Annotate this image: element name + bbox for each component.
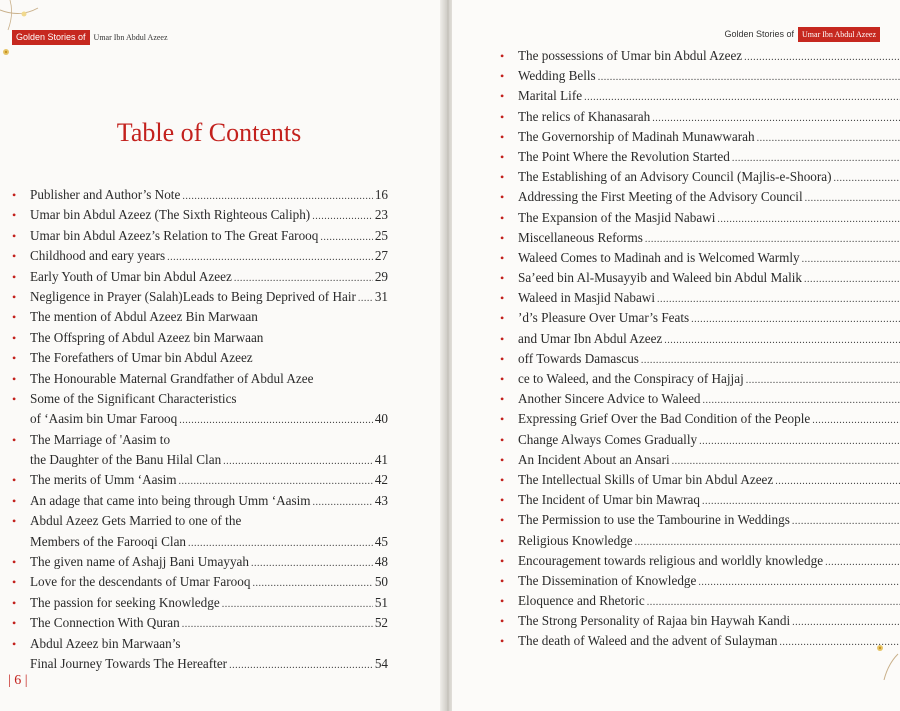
dot-leader <box>732 149 900 169</box>
bullet-icon: • <box>500 69 505 84</box>
toc-entry-title: Eloquence and Rhetoric <box>518 593 645 609</box>
bullet-icon: • <box>12 208 17 223</box>
dot-leader <box>223 452 373 472</box>
bullet-icon: • <box>12 269 17 284</box>
dot-leader <box>584 88 900 108</box>
toc-entry <box>498 208 900 228</box>
toc-entry <box>498 349 900 369</box>
bullet-icon: • <box>500 129 505 144</box>
toc-entry-title: off Towards Damascus <box>518 350 639 366</box>
toc-entry <box>498 631 900 651</box>
toc-entry-title: The mention of Abdul Azeez Bin Marwaan <box>30 309 258 325</box>
dot-leader <box>182 187 373 207</box>
toc-entry-title: Final Journey Towards The Hereafter <box>30 655 228 671</box>
toc-entry <box>10 613 388 633</box>
toc-entry-title: ’d’s Pleasure Over Umar’s Feats <box>518 310 690 326</box>
toc-entry-title: Members of the Farooqi Clan <box>30 533 187 549</box>
toc-entry <box>498 510 900 530</box>
bullet-icon: • <box>500 109 505 124</box>
toc-entry-title: The merits of Umm ‘Aasim <box>30 472 177 488</box>
toc-entry <box>498 46 900 66</box>
toc-entry-title: Love for the descendants of Umar Farooq <box>30 574 251 590</box>
dot-leader <box>805 189 900 209</box>
bullet-icon: • <box>12 636 17 651</box>
dot-leader <box>222 595 373 615</box>
series-label: Golden Stories of <box>724 29 795 39</box>
bullet-icon: • <box>500 432 505 447</box>
dot-leader <box>698 573 900 593</box>
toc-entry-title: the Daughter of the Banu Hilal Clan <box>30 452 222 468</box>
dot-leader <box>182 615 373 635</box>
dot-leader <box>699 432 900 452</box>
toc-entry <box>10 287 388 307</box>
toc-entry-title: Marital Life <box>518 88 583 104</box>
dot-leader <box>358 289 373 309</box>
bullet-icon: • <box>12 228 17 243</box>
toc-entry-page: 50 <box>374 574 388 590</box>
dot-leader <box>775 472 900 492</box>
toc-entry-page: 45 <box>374 533 388 549</box>
toc-entry-title: Childhood and eary years <box>30 248 166 264</box>
toc-entry <box>10 552 388 572</box>
toc-entry <box>10 430 388 450</box>
bullet-icon: • <box>500 351 505 366</box>
toc-entry <box>10 450 388 470</box>
toc-entry-title: Miscellaneous Reforms <box>518 229 643 245</box>
bullet-icon: • <box>500 230 505 245</box>
toc-entry-title: Abdul Azeez bin Marwaan’s <box>30 635 181 651</box>
series-label: Golden Stories of <box>12 30 90 45</box>
bullet-icon: • <box>500 472 505 487</box>
toc-entry-page: 54 <box>374 655 388 671</box>
toc-entry-title: of ‘Aasim bin Umar Farooq <box>30 411 178 427</box>
toc-entry-title: The Offspring of Abdul Azeez bin Marwaan <box>30 329 264 345</box>
dot-leader <box>312 207 373 227</box>
toc-entry-title: The possessions of Umar bin Abdul Azeez <box>518 48 743 63</box>
toc-entry-title: Wedding Bells <box>518 68 596 84</box>
toc-entry-title: Negligence in Prayer (Salah)Leads to Being Deprived of Hair <box>30 288 356 304</box>
toc-entry-title: An Incident About an Ansari <box>518 451 670 467</box>
dot-leader <box>313 493 373 513</box>
toc-entry <box>10 307 388 327</box>
bullet-icon: • <box>500 250 505 265</box>
toc-entry <box>10 389 388 409</box>
dot-leader <box>702 492 900 512</box>
toc-list-right <box>498 46 900 652</box>
bullet-icon: • <box>500 553 505 568</box>
dot-leader <box>703 391 900 411</box>
bullet-icon: • <box>12 555 17 570</box>
toc-entry <box>498 329 900 349</box>
bullet-icon: • <box>500 271 505 286</box>
bullet-icon: • <box>500 392 505 407</box>
blossom-ornament-icon <box>870 640 900 680</box>
bullet-icon: • <box>500 49 505 63</box>
toc-entry <box>10 532 388 552</box>
bullet-icon: • <box>12 391 17 406</box>
toc-entry <box>498 369 900 389</box>
toc-entry <box>10 654 388 674</box>
toc-entry-title: The Incident of Umar bin Mawraq <box>518 492 700 508</box>
bullet-icon: • <box>500 573 505 588</box>
toc-entry-title: The relics of Khanasarah <box>518 108 651 124</box>
dot-leader <box>188 534 373 554</box>
dot-leader <box>234 269 373 289</box>
toc-entry-title: The Honourable Maternal Grandfather of Abdul Azee <box>30 370 314 386</box>
dot-leader <box>641 351 900 371</box>
toc-entry <box>10 348 388 368</box>
bullet-icon: • <box>500 614 505 629</box>
toc-entry-title: ce to Waleed, and the Conspiracy of Hajjaj <box>518 371 744 386</box>
toc-entry <box>498 147 900 167</box>
toc-entry-title: The Intellectual Skills of Umar bin Abdul Azeez <box>518 471 774 487</box>
toc-entry <box>498 531 900 551</box>
toc-entry-title: Publisher and Author’s Note <box>30 187 181 202</box>
dot-leader <box>179 411 373 431</box>
toc-entry <box>10 572 388 592</box>
toc-entry <box>498 571 900 591</box>
toc-entry-page: 40 <box>374 411 388 427</box>
toc-entry-title: The Permission to use the Tambourine in Weddings <box>518 512 790 528</box>
toc-entry-title: Expressing Grief Over the Bad Condition of the People <box>518 411 811 427</box>
bullet-icon: • <box>500 190 505 205</box>
bullet-icon: • <box>500 513 505 528</box>
toc-entry <box>10 267 388 287</box>
toc-entry-page: 27 <box>374 248 388 264</box>
toc-entry <box>498 268 900 288</box>
bullet-icon: • <box>12 188 17 202</box>
toc-entry <box>10 470 388 490</box>
bullet-icon: • <box>12 351 17 366</box>
bullet-icon: • <box>12 616 17 631</box>
toc-entry <box>498 86 900 106</box>
bullet-icon: • <box>500 594 505 609</box>
toc-entry-page: 48 <box>374 554 388 570</box>
toc-entry <box>10 205 388 225</box>
bullet-icon: • <box>500 634 505 649</box>
toc-entry <box>498 288 900 308</box>
toc-entry <box>10 409 388 429</box>
toc-entry <box>10 593 388 613</box>
bullet-icon: • <box>500 311 505 326</box>
toc-entry <box>498 611 900 631</box>
dot-leader <box>229 656 373 676</box>
dot-leader <box>757 129 900 149</box>
toc-entry-title: An adage that came into being through Umm ‘Aasim <box>30 492 311 508</box>
toc-entry <box>498 127 900 147</box>
bullet-icon: • <box>500 170 505 185</box>
bullet-icon: • <box>500 372 505 386</box>
toc-entry-title: Waleed in Masjid Nabawi <box>518 290 655 306</box>
toc-entry-title: Another Sincere Advice to Waleed <box>518 391 701 407</box>
dot-leader <box>251 554 373 574</box>
page-number-left: | 6 | <box>8 673 28 688</box>
dot-leader <box>792 512 900 532</box>
toc-entry <box>10 369 388 389</box>
book-title-label: Umar Ibn Abdul Azeez <box>798 27 880 42</box>
dot-leader <box>802 250 900 270</box>
dot-leader <box>792 613 900 633</box>
toc-list-left <box>10 185 388 674</box>
toc-entry <box>10 185 388 205</box>
toc-entry <box>10 491 388 511</box>
toc-entry-title: The Expansion of the Masjid Nabawi <box>518 209 716 225</box>
toc-entry <box>498 450 900 470</box>
dot-leader <box>645 230 900 250</box>
bullet-icon: • <box>12 330 17 345</box>
toc-entry-title: The Point Where the Revolution Started <box>518 148 730 164</box>
toc-entry <box>498 409 900 429</box>
toc-entry-title: The passion for seeking Knowledge <box>30 594 220 610</box>
bullet-icon: • <box>12 310 17 325</box>
toc-entry-title: Early Youth of Umar bin Abdul Azeez <box>30 268 232 284</box>
bullet-icon: • <box>500 210 505 225</box>
toc-entry <box>498 167 900 187</box>
bullet-icon: • <box>12 249 17 264</box>
toc-entry <box>10 246 388 266</box>
toc-entry-title: Umar bin Abdul Azeez (The Sixth Righteous Caliph) <box>30 207 311 223</box>
toc-entry-page: 51 <box>374 594 388 610</box>
toc-entry-title: Some of the Significant Characteristics <box>30 390 237 406</box>
dot-leader <box>647 593 900 613</box>
bullet-icon: • <box>500 493 505 508</box>
bullet-icon: • <box>12 432 17 447</box>
dot-leader <box>167 248 373 268</box>
bullet-icon: • <box>12 514 17 529</box>
toc-entry-title: The Forefathers of Umar bin Abdul Azeez <box>30 350 253 366</box>
running-header-right <box>720 27 880 42</box>
dot-leader <box>252 574 372 594</box>
dot-leader <box>834 169 900 189</box>
toc-entry-page: 42 <box>374 472 388 488</box>
dot-leader <box>825 553 900 573</box>
toc-entry <box>10 226 388 246</box>
toc-entry-title: The Establishing of an Advisory Council (Majlis-e-Shoora) <box>518 169 832 185</box>
dot-leader <box>652 109 900 129</box>
toc-entry <box>498 470 900 490</box>
bullet-icon: • <box>500 331 505 346</box>
dot-leader <box>717 210 900 230</box>
dot-leader <box>664 331 900 351</box>
toc-entry-page: 29 <box>374 268 388 284</box>
dot-leader <box>746 371 900 391</box>
toc-entry-title: Umar bin Abdul Azeez’s Relation to The Great Farooq <box>30 227 319 243</box>
toc-entry-title: and Umar Ibn Abdul Azeez <box>518 330 663 346</box>
toc-entry <box>10 634 388 654</box>
toc-entry <box>498 591 900 611</box>
dot-leader <box>804 270 900 290</box>
toc-entry-page: 25 <box>374 227 388 243</box>
toc-entry <box>10 328 388 348</box>
toc-entry-title: The given name of Ashajj Bani Umayyah <box>30 554 250 570</box>
bullet-icon: • <box>500 89 505 104</box>
bullet-icon: • <box>12 595 17 610</box>
running-header-left <box>12 30 172 45</box>
toc-entry-page: 43 <box>374 492 388 508</box>
toc-entry-title: The Governorship of Madinah Munawwarah <box>518 128 755 144</box>
bullet-icon: • <box>12 371 17 386</box>
bullet-icon: • <box>500 452 505 467</box>
right-page <box>452 0 900 711</box>
toc-entry-title: Change Always Comes Gradually <box>518 431 698 447</box>
toc-entry-title: Addressing the First Meeting of the Advisory Council <box>518 189 803 205</box>
toc-entry-page: 52 <box>374 615 388 631</box>
toc-entry-title: The Connection With Quran <box>30 615 180 631</box>
left-page <box>0 0 446 711</box>
toc-entry-title: Sa’eed bin Al-Musayyib and Waleed bin Abdul Malik <box>518 270 803 286</box>
toc-entry <box>498 107 900 127</box>
toc-entry-page: 41 <box>374 452 388 468</box>
toc-entry <box>498 551 900 571</box>
dot-leader <box>691 310 900 330</box>
toc-entry-page: 31 <box>374 288 388 304</box>
toc-entry <box>498 389 900 409</box>
toc-entry <box>498 430 900 450</box>
toc-entry-title: Abdul Azeez Gets Married to one of the <box>30 513 242 529</box>
dot-leader <box>672 452 900 472</box>
toc-entry-title: The Strong Personality of Rajaa bin Haywah Kandi <box>518 613 791 629</box>
bullet-icon: • <box>12 473 17 488</box>
toc-entry <box>498 187 900 207</box>
toc-entry <box>10 511 388 531</box>
toc-entry-title: Religious Knowledge <box>518 532 633 548</box>
toc-entry <box>498 308 900 328</box>
dot-leader <box>598 68 900 88</box>
toc-entry <box>498 248 900 268</box>
dot-leader <box>744 48 900 68</box>
toc-entry <box>498 66 900 86</box>
toc-entry-page: 23 <box>374 207 388 223</box>
dot-leader <box>179 472 373 492</box>
dot-leader <box>635 533 900 553</box>
bullet-icon: • <box>500 149 505 164</box>
bullet-icon: • <box>500 412 505 427</box>
toc-entry-page: 16 <box>374 187 388 202</box>
bullet-icon: • <box>500 291 505 306</box>
dot-leader <box>320 228 372 248</box>
bullet-icon: • <box>12 289 17 304</box>
toc-entry-title: Encouragement towards religious and worldly knowledge <box>518 552 824 568</box>
toc-entry <box>498 228 900 248</box>
bullet-icon: • <box>12 575 17 590</box>
page-title: Table of Contents <box>116 118 302 147</box>
dot-leader <box>657 290 900 310</box>
toc-entry-title: The Marriage of 'Aasim to <box>30 431 171 447</box>
toc-entry <box>498 490 900 510</box>
bullet-icon: • <box>500 533 505 548</box>
dot-leader <box>812 411 900 431</box>
bullet-icon: • <box>12 493 17 508</box>
book-title-label: Umar Ibn Abdul Azeez <box>93 33 168 42</box>
toc-entry-title: The Dissemination of Knowledge <box>518 572 697 588</box>
toc-entry-title: The death of Waleed and the advent of Sulayman <box>518 633 778 649</box>
toc-entry-title: Waleed Comes to Madinah and is Welcomed Warmly <box>518 249 800 265</box>
